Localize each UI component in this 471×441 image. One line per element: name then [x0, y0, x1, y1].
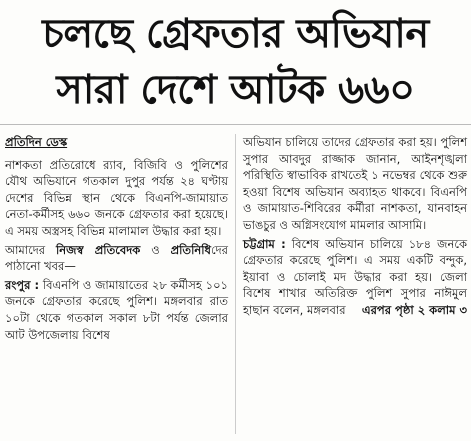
left-column — [5, 134, 228, 345]
right-paragraph-2 — [243, 236, 467, 319]
place-chattogram: চট্টগ্রাম : — [243, 236, 286, 251]
headline-divider — [0, 124, 471, 125]
column-divider — [235, 134, 236, 434]
left-paragraph-2-bold-2: প্রতিনিধি — [170, 242, 211, 257]
continuation-note: এরপর পৃষ্ঠা ২ কলাম ৩ — [361, 302, 467, 317]
left-paragraph-3 — [5, 277, 228, 343]
left-paragraph-2-tail: দের পাঠানো খবর— — [5, 242, 229, 274]
left-paragraph-1: নাশকতা প্রতিরোধে র‌্যাব, বিজিবি ও পুলিশের যৌথ অভিযানে গতকাল দুপুর পর্যন্ত ২৪ ঘণ্টায় দেশের বিভিন্ন স্থান থেকে বিএনপি-জামায়াত নেতা-কর্মীসহ ৬৬০ জনকে গ্রেফতার করা হয়েছে। এ সময় অস্ত্রসহ বিভিন্ন মালামাল উদ্ধার করা হয়। — [5, 157, 228, 238]
left-paragraph-2-lead: আমাদের — [5, 242, 46, 257]
headline — [0, 6, 471, 118]
left-paragraph-2-bold-1: নিজস্ব প্রতিবেদক — [56, 242, 141, 257]
left-paragraph-2-mid: ও — [151, 242, 160, 257]
right-paragraph-1: অভিযান চালিয়ে তাদের গ্রেফতার করা হয়। পুলিশ সুপার আবদুর রাজ্জাক জানান, আইনশৃঙ্খলা পরিস্থিতি স্বাভাবিক রাখতেই ১ নভেম্বর থেকে শুরু হওয়া বিশেষ অভিযান অব্যাহত থাকবে। বিএনপি ও জামায়াত-শিবিরের কর্মীরা নাশকতা, যানবাহন ভাঙচুর ও অগ্নিসংযোগ মামলার আসামি। — [243, 135, 467, 232]
place-rangpur: রংপুর : — [5, 277, 40, 292]
right-paragraph-2-text: বিশেষ অভিযান চালিয়ে ১৮৪ জনকে গ্রেফতার করেছে পুলিশ। এ সময় একটি বন্দুক, ইয়াবা ও চোলাই মদ উদ্ধার করা হয়। জেলা বিশেষ শাখার অতিরিক্ত পুলিশ সুপার নাঈমুল হাছান বলেন, মঙ্গলবার — [243, 236, 467, 317]
left-paragraph-2 — [5, 242, 228, 275]
dateline: প্রতিদিন ডেস্ক — [5, 135, 68, 149]
headline-line-2: সারা দেশে আটক ৬৬০ — [56, 67, 415, 113]
headline-line-1: চলছে গ্রেফতার অভিযান — [42, 11, 429, 57]
left-paragraph-3-text: বিএনপি ও জামায়াতের ২৮ কর্মীসহ ১০১ জনকে গ্রেফতার করেছে পুলিশ। মঙ্গলবার রাত ১০টা থেকে গতকাল সকাল ৮টা পর্যন্ত জেলার আট উপজেলায় বিশেষ — [5, 277, 229, 342]
right-column — [243, 134, 467, 321]
